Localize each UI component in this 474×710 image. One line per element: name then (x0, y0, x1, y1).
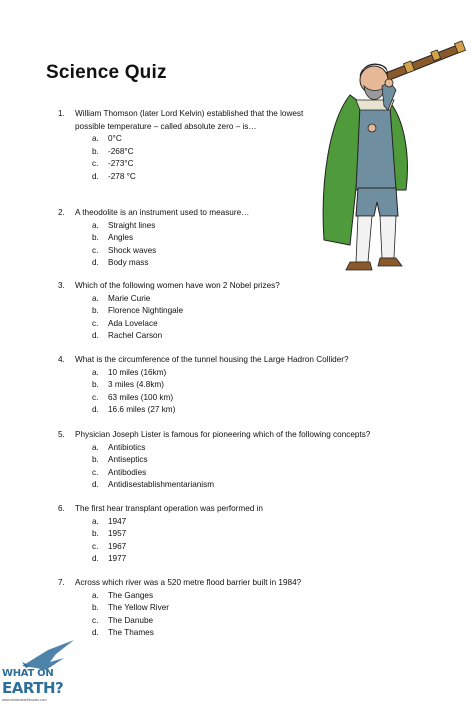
question-number: 5. (58, 430, 65, 439)
option-a: a. Antibiotics (92, 442, 146, 452)
question-text: What is the circumference of the tunnel housing the Large Hadron Collider? (75, 355, 349, 364)
option-d: d. 16.6 miles (27 km) (92, 405, 176, 414)
option-b: b. 3 miles (4.8km) (92, 380, 164, 389)
question-text: Across which river was a 520 metre flood barrier built in 1984? (75, 578, 302, 587)
question-number: 1. (58, 109, 65, 118)
question-6 (58, 503, 465, 566)
logo-line-2: EARTH? (2, 679, 64, 697)
logo-line-1: WHAT ON (2, 668, 54, 679)
question-number: 2. (58, 208, 65, 217)
option-a: a. Marie Curie (92, 293, 151, 303)
question-text: William Thomson (later Lord Kelvin) established that the lowest possible temperature – called absolute zero – is… (75, 109, 304, 131)
question-number: 3. (58, 281, 65, 290)
option-b: b. Angles (92, 233, 134, 242)
option-c: c. 63 miles (100 km) (92, 392, 174, 402)
option-a: a. The Ganges (92, 590, 154, 600)
option-b: b. Antiseptics (92, 455, 148, 464)
question-number: 7. (58, 578, 65, 587)
option-c: c. The Danube (92, 615, 154, 625)
option-d: d. 1977 (92, 554, 127, 563)
astronomer-illustration (310, 40, 470, 280)
option-d: d. Antidisestablishmentarianism (92, 480, 215, 489)
question-number: 4. (58, 355, 65, 364)
logo-url: www.whatonearthbooks.com (2, 698, 47, 702)
option-a: a. 10 miles (16km) (92, 367, 167, 377)
option-a: a. Straight lines (92, 220, 156, 230)
question-1 (58, 108, 325, 183)
option-b: b. The Yellow River (92, 603, 169, 612)
question-text: The first hear transplant operation was performed in (75, 504, 263, 513)
question-4 (58, 354, 465, 417)
option-c: c. -273°C (92, 159, 134, 168)
question-5 (58, 429, 465, 492)
question-3 (58, 280, 465, 343)
question-text: Physician Joseph Lister is famous for pioneering which of the following concepts? (75, 430, 371, 439)
option-a: a. 0°C (92, 134, 122, 143)
telescope-icon (378, 41, 466, 83)
option-b: b. -268°C (92, 146, 134, 156)
option-c: c. 1967 (92, 541, 127, 551)
option-d: d. Rachel Carson (92, 331, 163, 340)
option-d: d. Body mass (92, 258, 149, 267)
question-text: Which of the following women have won 2 Nobel prizes? (75, 281, 280, 290)
option-d: d. The Thames (92, 628, 154, 637)
question-number: 6. (58, 504, 65, 513)
option-d: d. -278 °C (92, 171, 136, 181)
question-text: A theodolite is an instrument used to measure… (75, 208, 250, 217)
page-title: Science Quiz (46, 62, 167, 83)
question-2 (58, 207, 325, 270)
option-b: b. 1957 (92, 529, 127, 538)
option-c: c. Antibodies (92, 467, 147, 477)
option-b: b. Florence Nightingale (92, 306, 184, 315)
question-7 (58, 577, 465, 640)
option-c: c. Shock waves (92, 245, 157, 255)
option-a: a. 1947 (92, 516, 127, 526)
option-c: c. Ada Lovelace (92, 318, 158, 328)
